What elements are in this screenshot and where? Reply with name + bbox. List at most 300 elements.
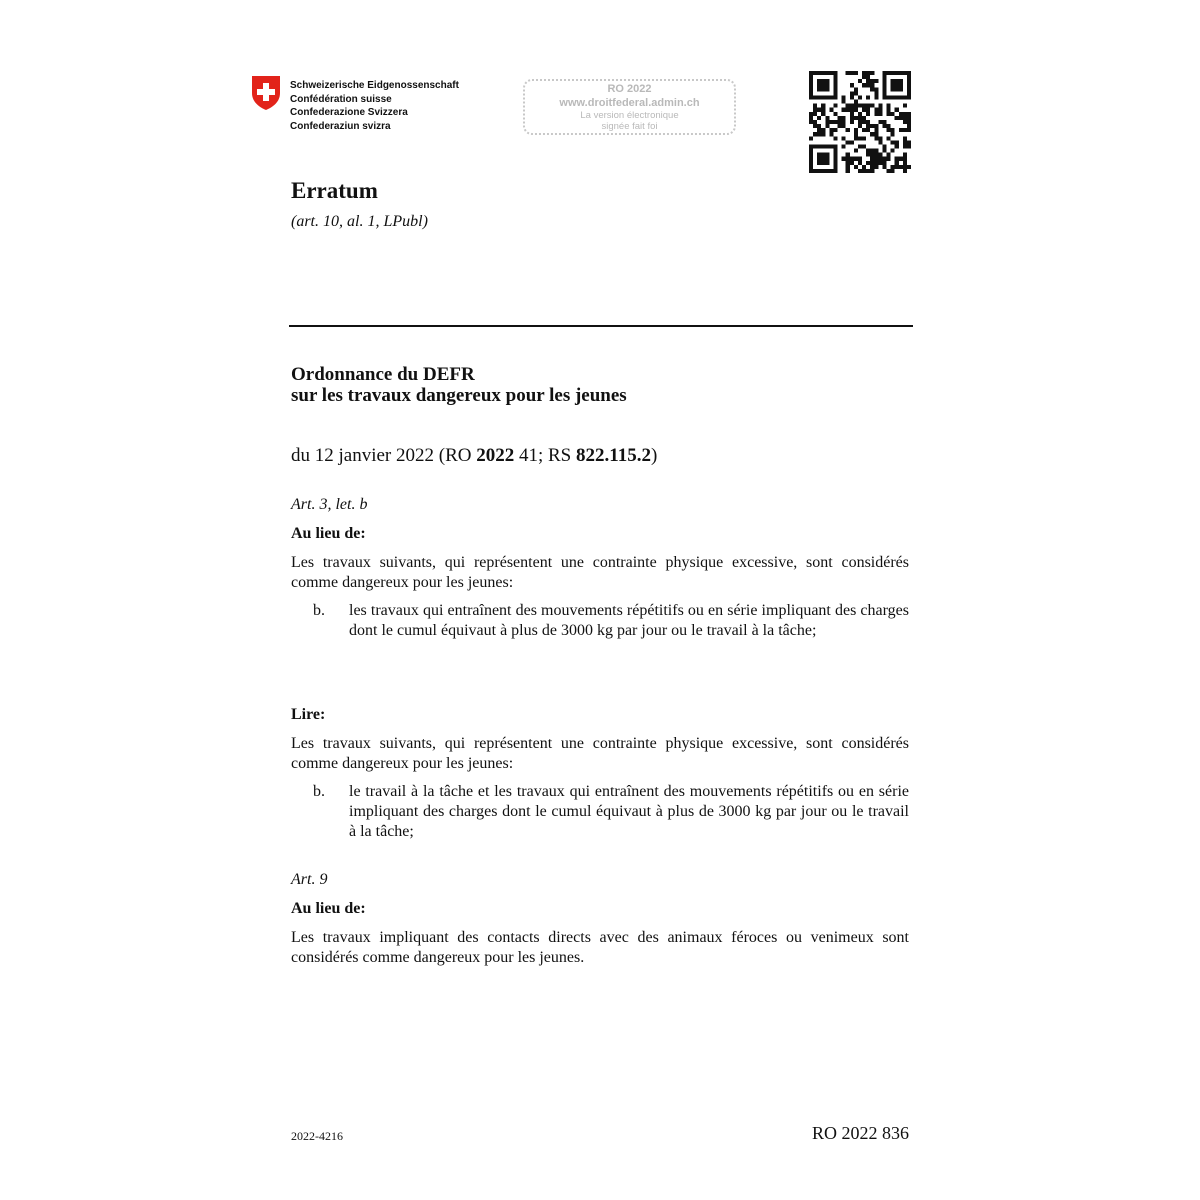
qr-module <box>817 157 821 161</box>
qr-module <box>907 140 911 144</box>
qr-module <box>825 161 829 165</box>
qr-module <box>866 79 870 83</box>
qr-module <box>862 169 866 173</box>
qr-module <box>858 169 862 173</box>
qr-module <box>899 83 903 87</box>
qr-module <box>846 128 850 132</box>
qr-module <box>874 165 878 169</box>
qr-module <box>907 128 911 132</box>
confederation-name-de: Schweizerische Eidgenossenschaft <box>290 80 459 91</box>
qr-module <box>887 157 891 161</box>
qr-module <box>895 157 899 161</box>
qr-module <box>870 83 874 87</box>
qr-module <box>895 83 899 87</box>
qr-module <box>817 153 821 157</box>
qr-module <box>887 128 891 132</box>
qr-module <box>833 120 837 124</box>
qr-module <box>809 169 813 173</box>
qr-module <box>891 95 895 99</box>
document-title: Erratum <box>291 178 378 203</box>
qr-module <box>862 144 866 148</box>
qr-module <box>907 87 911 91</box>
qr-module <box>895 116 899 120</box>
qr-module <box>809 116 813 120</box>
ordinance-date-reference <box>291 445 657 467</box>
qr-module <box>903 157 907 161</box>
qr-module <box>878 161 882 165</box>
qr-module <box>842 108 846 112</box>
qr-module <box>887 124 891 128</box>
qr-module <box>829 132 833 136</box>
qr-module <box>846 169 850 173</box>
qr-module <box>813 112 817 116</box>
qr-module <box>829 120 833 124</box>
qr-module <box>903 169 907 173</box>
read-intro-art3: Les travaux suivants, qui représentent une contrainte physique excessive, sont considérés comme dangereux pour les jeunes: <box>291 735 909 772</box>
qr-module <box>895 140 899 144</box>
qr-module <box>903 95 907 99</box>
qr-module <box>846 108 850 112</box>
qr-module <box>866 161 870 165</box>
qr-module <box>895 108 899 112</box>
qr-module <box>829 95 833 99</box>
qr-module <box>846 71 850 75</box>
qr-module <box>858 112 862 116</box>
qr-module <box>866 75 870 79</box>
qr-module <box>829 71 833 75</box>
qr-module <box>874 79 878 83</box>
qr-module <box>809 91 813 95</box>
qr-module <box>833 157 837 161</box>
qr-module <box>907 79 911 83</box>
swiss-cross-shield-icon <box>251 75 281 111</box>
qr-module <box>895 71 899 75</box>
stamp-note-line2: signée fait foi <box>601 121 658 132</box>
qr-module <box>891 140 895 144</box>
qr-module <box>882 124 886 128</box>
qr-module <box>817 169 821 173</box>
qr-module <box>882 87 886 91</box>
qr-module <box>887 112 891 116</box>
qr-module <box>866 104 870 108</box>
qr-module <box>870 149 874 153</box>
qr-module <box>854 132 858 136</box>
qr-module <box>903 112 907 116</box>
qr-module <box>895 79 899 83</box>
qr-module <box>854 165 858 169</box>
qr-module <box>899 79 903 83</box>
qr-code-icon <box>809 71 911 173</box>
qr-module <box>866 128 870 132</box>
qr-module <box>895 87 899 91</box>
qr-module <box>882 75 886 79</box>
qr-module <box>809 153 813 157</box>
qr-module <box>846 165 850 169</box>
qr-module <box>809 71 813 75</box>
ro-year: 2022 <box>476 445 515 466</box>
qr-module <box>854 91 858 95</box>
qr-module <box>903 116 907 120</box>
qr-module <box>870 124 874 128</box>
qr-module <box>825 71 829 75</box>
qr-module <box>866 83 870 87</box>
qr-module <box>903 165 907 169</box>
instead-label-art3: Au lieu de: <box>291 525 366 542</box>
qr-module <box>895 165 899 169</box>
qr-module <box>833 95 837 99</box>
confederation-name-rm: Confederaziun svizra <box>290 120 391 132</box>
ordinance-title-line2: sur les travaux dangereux pour les jeunes <box>291 385 627 406</box>
rs-number: 822.115.2 <box>576 445 651 466</box>
qr-module <box>821 104 825 108</box>
qr-module <box>882 79 886 83</box>
qr-module <box>907 75 911 79</box>
qr-module <box>891 79 895 83</box>
qr-module <box>846 157 850 161</box>
qr-module <box>858 79 862 83</box>
qr-module <box>878 108 882 112</box>
qr-module <box>874 108 878 112</box>
qr-module <box>854 116 858 120</box>
qr-module <box>862 165 866 169</box>
qr-module <box>878 104 882 108</box>
qr-module <box>817 116 821 120</box>
qr-module <box>817 71 821 75</box>
qr-module <box>854 104 858 108</box>
qr-module <box>887 104 891 108</box>
qr-module <box>817 108 821 112</box>
document-subtitle: (art. 10, al. 1, LPubl) <box>291 213 428 230</box>
qr-module <box>862 116 866 120</box>
qr-module <box>891 132 895 136</box>
qr-module <box>842 144 846 148</box>
qr-module <box>833 79 837 83</box>
qr-module <box>887 108 891 112</box>
qr-module <box>813 104 817 108</box>
qr-module <box>850 91 854 95</box>
qr-module <box>809 79 813 83</box>
qr-module <box>899 112 903 116</box>
qr-module <box>858 95 862 99</box>
qr-module <box>842 157 846 161</box>
qr-module <box>895 161 899 165</box>
qr-module <box>899 128 903 132</box>
qr-module <box>907 95 911 99</box>
qr-module <box>833 136 837 140</box>
qr-module <box>825 116 829 120</box>
qr-module <box>874 153 878 157</box>
qr-module <box>862 128 866 132</box>
qr-module <box>874 132 878 136</box>
date-suffix: ) <box>650 445 658 466</box>
qr-module <box>825 124 829 128</box>
stamp-url: www.droitfederal.admin.ch <box>559 97 700 109</box>
qr-module <box>862 108 866 112</box>
qr-module <box>833 87 837 91</box>
confederation-name-it: Confederazione Svizzera <box>290 107 408 119</box>
qr-module <box>821 157 825 161</box>
qr-module <box>858 104 862 108</box>
qr-module <box>870 169 874 173</box>
qr-module <box>858 116 862 120</box>
qr-module <box>878 136 882 140</box>
qr-module <box>903 136 907 140</box>
qr-module <box>833 112 837 116</box>
qr-module <box>866 71 870 75</box>
qr-module <box>809 136 813 140</box>
qr-module <box>809 144 813 148</box>
qr-module <box>846 153 850 157</box>
qr-module <box>903 128 907 132</box>
qr-module <box>874 149 878 153</box>
qr-module <box>870 87 874 91</box>
qr-module <box>842 100 846 104</box>
qr-module <box>817 95 821 99</box>
qr-module <box>829 108 833 112</box>
qr-module <box>850 157 854 161</box>
qr-module <box>874 112 878 116</box>
qr-module <box>817 144 821 148</box>
qr-module <box>870 132 874 136</box>
qr-module <box>817 87 821 91</box>
instead-item-letter: b. <box>313 602 325 619</box>
qr-module <box>907 165 911 169</box>
qr-module <box>891 149 895 153</box>
qr-module <box>833 128 837 132</box>
qr-module <box>866 112 870 116</box>
qr-module <box>858 161 862 165</box>
qr-module <box>862 71 866 75</box>
qr-module <box>907 91 911 95</box>
date-prefix: du 12 janvier 2022 (RO <box>291 445 477 466</box>
qr-module <box>882 149 886 153</box>
qr-module <box>891 169 895 173</box>
qr-module <box>882 91 886 95</box>
qr-module <box>899 95 903 99</box>
qr-module <box>809 161 813 165</box>
qr-module <box>907 112 911 116</box>
qr-module <box>870 161 874 165</box>
qr-module <box>850 161 854 165</box>
qr-module <box>813 95 817 99</box>
qr-module <box>850 95 854 99</box>
qr-module <box>850 108 854 112</box>
qr-module <box>891 71 895 75</box>
qr-module <box>825 169 829 173</box>
qr-module <box>821 132 825 136</box>
qr-module <box>838 116 842 120</box>
qr-module <box>887 71 891 75</box>
qr-module <box>854 100 858 104</box>
qr-module <box>866 120 870 124</box>
qr-module <box>882 71 886 75</box>
instead-item-text: les travaux qui entraînent des mouvements répétitifs ou en série impliquant des charges dont le cumul équivaut à plus de 3000 kg par jour ou le travail à la tâche; <box>349 602 909 639</box>
qr-module <box>817 132 821 136</box>
qr-module <box>862 104 866 108</box>
qr-module <box>809 83 813 87</box>
qr-module <box>907 144 911 148</box>
qr-module <box>821 169 825 173</box>
qr-module <box>813 169 817 173</box>
qr-module <box>882 120 886 124</box>
qr-module <box>866 95 870 99</box>
qr-module <box>854 136 858 140</box>
qr-module <box>821 87 825 91</box>
qr-module <box>866 149 870 153</box>
qr-module <box>825 120 829 124</box>
qr-module <box>874 161 878 165</box>
qr-module <box>809 120 813 124</box>
footer-document-number: 2022-4216 <box>291 1129 343 1143</box>
qr-module <box>874 157 878 161</box>
qr-module <box>858 136 862 140</box>
qr-module <box>903 140 907 144</box>
qr-module <box>858 157 862 161</box>
qr-module <box>850 120 854 124</box>
qr-module <box>903 71 907 75</box>
qr-module <box>874 91 878 95</box>
qr-module <box>817 161 821 165</box>
qr-module <box>854 71 858 75</box>
qr-module <box>903 144 907 148</box>
qr-module <box>903 153 907 157</box>
qr-module <box>907 116 911 120</box>
stamp-note-line1: La version électronique <box>580 110 679 121</box>
qr-module <box>842 120 846 124</box>
qr-module <box>854 128 858 132</box>
qr-module <box>817 83 821 87</box>
qr-module <box>809 87 813 91</box>
qr-module <box>825 83 829 87</box>
qr-module <box>846 161 850 165</box>
qr-module <box>862 75 866 79</box>
qr-module <box>850 83 854 87</box>
qr-module <box>907 120 911 124</box>
read-item-letter: b. <box>313 783 325 800</box>
instead-intro-art3: Les travaux suivants, qui représentent une contrainte physique excessive, sont considérés comme dangereux pour les jeunes: <box>291 554 909 591</box>
qr-module <box>813 71 817 75</box>
qr-module <box>895 144 899 148</box>
qr-module <box>833 91 837 95</box>
qr-module <box>854 157 858 161</box>
qr-module <box>846 140 850 144</box>
qr-module <box>829 144 833 148</box>
instead-label-art9: Au lieu de: <box>291 900 366 917</box>
qr-module <box>825 95 829 99</box>
qr-module <box>842 124 846 128</box>
qr-module <box>891 83 895 87</box>
qr-module <box>838 120 842 124</box>
qr-module <box>817 128 821 132</box>
qr-module <box>829 169 833 173</box>
qr-module <box>813 124 817 128</box>
qr-module <box>825 144 829 148</box>
qr-module <box>862 83 866 87</box>
qr-module <box>854 108 858 112</box>
qr-module <box>887 153 891 157</box>
qr-module <box>882 83 886 87</box>
qr-module <box>817 79 821 83</box>
qr-module <box>866 169 870 173</box>
qr-module <box>895 95 899 99</box>
qr-module <box>850 104 854 108</box>
qr-module <box>874 124 878 128</box>
stamp-collection: RO 2022 <box>607 83 652 95</box>
confederation-names <box>290 79 459 133</box>
qr-module <box>903 161 907 165</box>
qr-module <box>870 79 874 83</box>
qr-module <box>833 149 837 153</box>
qr-module <box>842 116 846 120</box>
qr-module <box>821 153 825 157</box>
qr-module <box>809 149 813 153</box>
qr-module <box>891 87 895 91</box>
qr-module <box>809 95 813 99</box>
confederation-name-fr: Confédération suisse <box>290 93 392 105</box>
qr-module <box>850 112 854 116</box>
qr-module <box>878 157 882 161</box>
qr-module <box>813 108 817 112</box>
qr-module <box>854 87 858 91</box>
qr-module <box>870 165 874 169</box>
qr-module <box>833 169 837 173</box>
qr-module <box>809 112 813 116</box>
qr-module <box>882 161 886 165</box>
qr-module <box>862 120 866 124</box>
qr-module <box>903 104 907 108</box>
qr-module <box>850 140 854 144</box>
qr-module <box>825 157 829 161</box>
qr-module <box>833 71 837 75</box>
qr-module <box>878 153 882 157</box>
qr-module <box>817 124 821 128</box>
qr-module <box>891 112 895 116</box>
qr-module <box>858 144 862 148</box>
qr-module <box>907 124 911 128</box>
qr-module <box>833 165 837 169</box>
qr-module <box>878 140 882 144</box>
qr-module <box>882 157 886 161</box>
qr-module <box>858 124 862 128</box>
qr-module <box>899 71 903 75</box>
section-ref-art9: Art. 9 <box>291 871 328 888</box>
qr-module <box>833 144 837 148</box>
qr-module <box>891 165 895 169</box>
qr-module <box>825 153 829 157</box>
qr-module <box>858 120 862 124</box>
qr-module <box>821 144 825 148</box>
qr-module <box>833 104 837 108</box>
qr-module <box>821 79 825 83</box>
ro-page: 41; RS <box>514 445 577 466</box>
qr-module <box>854 149 858 153</box>
qr-module <box>878 120 882 124</box>
qr-module <box>874 95 878 99</box>
qr-module <box>825 87 829 91</box>
qr-module <box>813 132 817 136</box>
qr-module <box>850 116 854 120</box>
qr-module <box>907 83 911 87</box>
qr-module <box>887 136 891 140</box>
read-item-text: le travail à la tâche et les travaux qui entraînent des mouvements répétitifs ou en série impliquant des charges dont le cumul équivaut à plus de 3000 kg par jour ou le travail à la tâche; <box>349 783 909 840</box>
qr-module <box>882 95 886 99</box>
qr-module <box>870 71 874 75</box>
qr-module <box>821 95 825 99</box>
qr-module <box>866 124 870 128</box>
qr-module <box>882 144 886 148</box>
qr-module <box>821 112 825 116</box>
qr-module <box>870 104 874 108</box>
